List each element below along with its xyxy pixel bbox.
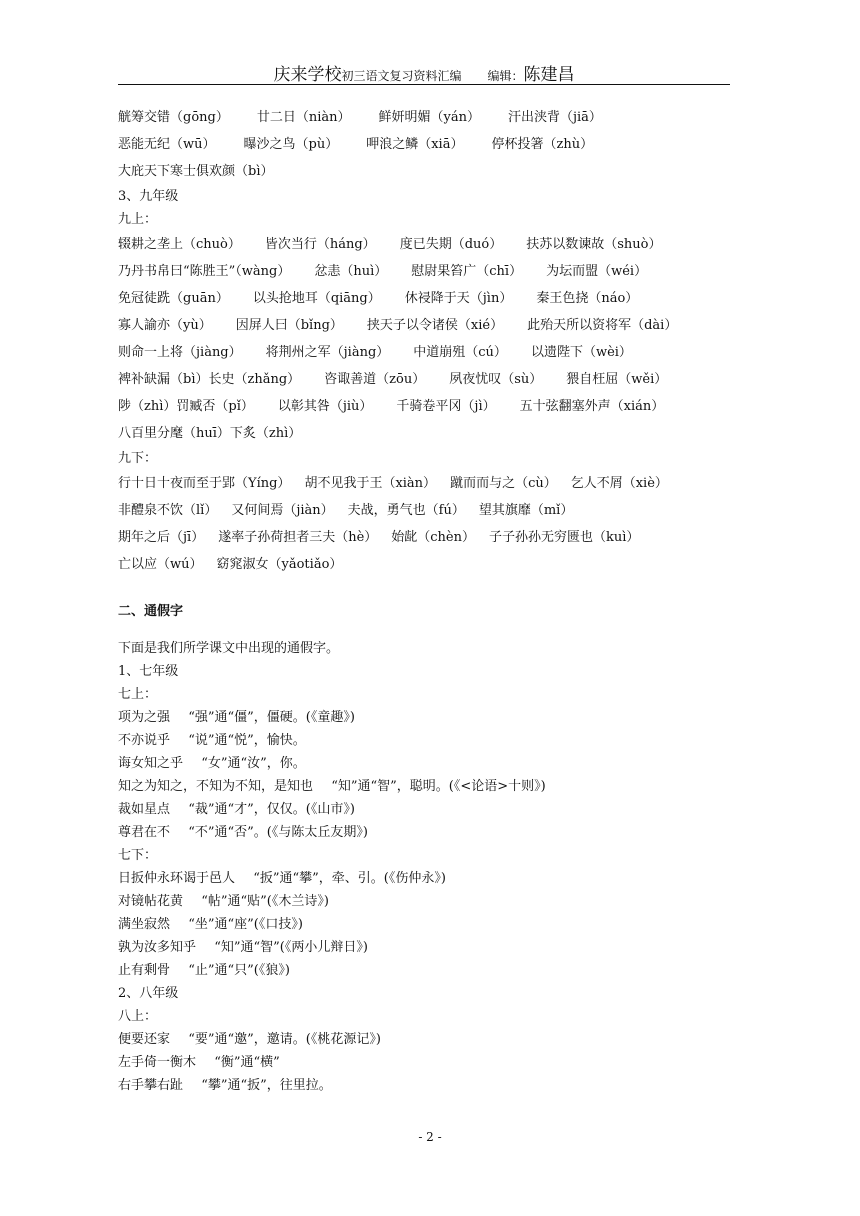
grade7-heading: 1、七年级 bbox=[118, 664, 179, 679]
grade8-heading: 2、八年级 bbox=[118, 986, 179, 1001]
pinyin-list-grade8 bbox=[118, 104, 738, 185]
pinyin-entry: 夙夜忧叹（sù） bbox=[449, 372, 543, 387]
tongjia-phrase: 诲女知之乎 bbox=[118, 756, 184, 771]
page-header bbox=[118, 60, 730, 85]
tongjia-row bbox=[118, 1051, 738, 1074]
pinyin-entry: 又何间焉（jiàn） bbox=[231, 503, 334, 518]
pinyin-entry: 八百里分麾（huī）下炙（zhì） bbox=[118, 426, 302, 441]
tongjia-explanation: “要”通“邀”，邀请。(《桃花源记》) bbox=[188, 1032, 381, 1047]
pinyin-row bbox=[118, 366, 738, 393]
header-desc: 复习资料汇编 bbox=[389, 69, 462, 83]
pinyin-row bbox=[118, 524, 738, 551]
tongjia-row bbox=[118, 775, 738, 798]
pinyin-entry: 恶能无纪（wū） bbox=[118, 137, 216, 152]
pinyin-entry: 亡以应（wú） bbox=[118, 557, 203, 572]
tongjia-row bbox=[118, 706, 738, 729]
tongjia-row bbox=[118, 729, 738, 752]
tongjia-phrase: 对镜帖花黄 bbox=[118, 894, 184, 909]
pinyin-entry: 休祲降于天（jìn） bbox=[404, 291, 513, 306]
pinyin-entry: 皆次当行（háng） bbox=[264, 237, 376, 252]
pinyin-entry: 辍耕之垄上（chuò） bbox=[118, 237, 241, 252]
pinyin-entry: 裨补缺漏（bì）长史（zhǎng） bbox=[118, 372, 301, 387]
tongjia-row bbox=[118, 1028, 738, 1051]
tongjia-phrase: 日扳仲永环谒于邑人 bbox=[118, 871, 236, 886]
pinyin-entry: 以头抢地耳（qiāng） bbox=[252, 291, 381, 306]
tongjia-phrase: 孰为汝多知乎 bbox=[118, 940, 197, 955]
pinyin-entry: 子子孙孙无穷匮也（kuì） bbox=[489, 530, 640, 545]
page-number: - 2 - bbox=[418, 1130, 442, 1144]
tongjia-row bbox=[118, 752, 738, 775]
tongjia-explanation: “扳”通“攀”，牵、引。(《伤仲永》) bbox=[253, 871, 446, 886]
tongjia-explanation: “坐”通“座”(《口技》) bbox=[188, 917, 303, 932]
document-body bbox=[118, 104, 738, 1097]
tongjia-explanation: “帖”通“贴”(《木兰诗》) bbox=[201, 894, 329, 909]
pinyin-row bbox=[118, 470, 738, 497]
tongjia-explanation: “裁”通“才”，仅仅。(《山市》) bbox=[188, 802, 355, 817]
pinyin-entry: 夫战，勇气也（fú） bbox=[347, 503, 465, 518]
pinyin-row bbox=[118, 551, 738, 578]
tongjia-row bbox=[118, 798, 738, 821]
pinyin-entry: 窈窕淑女（yǎotiǎo） bbox=[216, 557, 343, 572]
tongjia-row bbox=[118, 890, 738, 913]
pinyin-entry: 度已失期（duó） bbox=[399, 237, 503, 252]
pinyin-row bbox=[118, 312, 738, 339]
tongjia-explanation: “攀”通“扳”，往里拉。 bbox=[201, 1078, 332, 1093]
pinyin-row bbox=[118, 131, 738, 158]
tongjia-phrase: 知之为知之，不知为不知，是知也 bbox=[118, 779, 314, 794]
section2-intro: 下面是我们所学课文中出现的通假字。 bbox=[118, 641, 340, 656]
pinyin-row bbox=[118, 393, 738, 420]
header-editor-name: 陈建昌 bbox=[523, 65, 575, 85]
header-subject: 初三语文 bbox=[341, 69, 390, 83]
tongjia-list-grade7-upper bbox=[118, 706, 738, 844]
tongjia-row bbox=[118, 1074, 738, 1097]
pinyin-row bbox=[118, 231, 738, 258]
tongjia-phrase: 不亦说乎 bbox=[118, 733, 171, 748]
pinyin-list-grade9-upper bbox=[118, 231, 738, 447]
pinyin-entry: 五十弦翻塞外声（xián） bbox=[519, 399, 665, 414]
pinyin-entry: 扶苏以数谏故（shuò） bbox=[526, 237, 662, 252]
pinyin-entry: 此殆天所以资将军（dài） bbox=[527, 318, 678, 333]
grade8-upper-label: 八上： bbox=[118, 1009, 158, 1024]
pinyin-entry: 呷浪之鳞（xiā） bbox=[366, 137, 464, 152]
pinyin-row bbox=[118, 285, 738, 312]
tongjia-row bbox=[118, 913, 738, 936]
tongjia-phrase: 左手倚一衡木 bbox=[118, 1055, 197, 1070]
pinyin-entry: 陟（zhì）罚臧否（pǐ） bbox=[118, 399, 254, 414]
pinyin-entry: 将荆州之军（jiàng） bbox=[265, 345, 390, 360]
tongjia-explanation: “说”通“悦”，愉快。 bbox=[188, 733, 306, 748]
pinyin-entry: 寡人諭亦（yù） bbox=[118, 318, 212, 333]
pinyin-entry: 非醴泉不饮（lǐ） bbox=[118, 503, 218, 518]
pinyin-row bbox=[118, 104, 738, 131]
tongjia-list-grade7-lower bbox=[118, 867, 738, 982]
pinyin-entry: 乞人不屑（xiè） bbox=[570, 476, 668, 491]
pinyin-entry: 以遗陛下（wèi） bbox=[530, 345, 632, 360]
tongjia-phrase: 便要还家 bbox=[118, 1032, 171, 1047]
tongjia-explanation: “知”通“智”(《两小儿辩日》) bbox=[214, 940, 368, 955]
header-school: 庆来学校 bbox=[273, 65, 342, 85]
pinyin-row bbox=[118, 497, 738, 524]
header-editor-label: 编辑： bbox=[487, 69, 524, 83]
pinyin-entry: 鲜妍明媚（yán） bbox=[378, 110, 480, 125]
tongjia-phrase: 裁如星点 bbox=[118, 802, 171, 817]
pinyin-entry: 遂率子孙荷担者三夫（hè） bbox=[218, 530, 378, 545]
pinyin-entry: 千骑卷平冈（jì） bbox=[396, 399, 496, 414]
pinyin-entry: 觥筹交错（gōng） bbox=[118, 110, 229, 125]
grade9-lower-label: 九下： bbox=[118, 451, 158, 466]
pinyin-entry: 咨诹善道（zōu） bbox=[324, 372, 426, 387]
tongjia-phrase: 尊君在不 bbox=[118, 825, 171, 840]
pinyin-entry: 行十日十夜而至于郢（Yíng） bbox=[118, 476, 291, 491]
pinyin-entry: 挟天子以令诸侯（xié） bbox=[366, 318, 504, 333]
pinyin-entry: 以彰其咎（jiù） bbox=[277, 399, 373, 414]
tongjia-explanation: “不”通“否”。(《与陈太丘友期》) bbox=[188, 825, 368, 840]
tongjia-row bbox=[118, 936, 738, 959]
grade7-lower-label: 七下： bbox=[118, 848, 158, 863]
pinyin-entry: 停杯投箸（zhù） bbox=[491, 137, 594, 152]
pinyin-entry: 中道崩殂（cú） bbox=[413, 345, 507, 360]
pinyin-entry: 始龀（chèn） bbox=[391, 530, 476, 545]
pinyin-entry: 胡不见我于王（xiàn） bbox=[304, 476, 437, 491]
tongjia-row bbox=[118, 959, 738, 982]
pinyin-entry: 因屏人曰（bǐng） bbox=[235, 318, 343, 333]
pinyin-entry: 忿恚（huì） bbox=[314, 264, 388, 279]
pinyin-row bbox=[118, 339, 738, 366]
pinyin-row bbox=[118, 420, 738, 447]
grade9-heading: 3、九年级 bbox=[118, 189, 179, 204]
pinyin-entry: 乃丹书帛曰“陈胜王”（wàng） bbox=[118, 264, 291, 279]
tongjia-explanation: “止”通“只”(《狼》) bbox=[188, 963, 290, 978]
pinyin-entry: 汗出浃背（jiā） bbox=[507, 110, 602, 125]
pinyin-entry: 为坛而盟（wéi） bbox=[546, 264, 648, 279]
tongjia-row bbox=[118, 821, 738, 844]
pinyin-list-grade9-lower bbox=[118, 470, 738, 578]
grade7-upper-label: 七上： bbox=[118, 687, 158, 702]
pinyin-entry: 秦王色挠（náo） bbox=[536, 291, 639, 306]
pinyin-entry: 廿二日（niàn） bbox=[256, 110, 351, 125]
pinyin-entry: 曝沙之鸟（pù） bbox=[243, 137, 339, 152]
grade9-upper-label: 九上： bbox=[118, 212, 158, 227]
tongjia-explanation: “女”通“汝”，你。 bbox=[201, 756, 306, 771]
pinyin-row bbox=[118, 158, 738, 185]
pinyin-entry: 则命一上将（jiàng） bbox=[118, 345, 242, 360]
pinyin-entry: 望其旗靡（mǐ） bbox=[478, 503, 574, 518]
pinyin-entry: 大庇天下寒士俱欢颜（bì） bbox=[118, 164, 274, 179]
tongjia-explanation: “知”通“智”，聪明。(《<论语>十则》) bbox=[331, 779, 546, 794]
pinyin-entry: 慰尉果笞广（chī） bbox=[411, 264, 523, 279]
tongjia-phrase: 右手攀右趾 bbox=[118, 1078, 184, 1093]
pinyin-entry: 蹴而而与之（cù） bbox=[450, 476, 557, 491]
tongjia-list-grade8-upper bbox=[118, 1028, 738, 1097]
tongjia-row bbox=[118, 867, 738, 890]
pinyin-entry: 免冠徒跣（guān） bbox=[118, 291, 229, 306]
tongjia-phrase: 项为之强 bbox=[118, 710, 171, 725]
pinyin-entry: 猥自枉屈（wěi） bbox=[566, 372, 668, 387]
tongjia-explanation: “衡”通“横” bbox=[214, 1055, 280, 1070]
tongjia-phrase: 满坐寂然 bbox=[118, 917, 171, 932]
tongjia-explanation: “强”通“僵”，僵硬。(《童趣》) bbox=[188, 710, 355, 725]
pinyin-entry: 期年之后（jī） bbox=[118, 530, 205, 545]
section2-title: 二、通假字 bbox=[118, 604, 184, 619]
pinyin-row bbox=[118, 258, 738, 285]
tongjia-phrase: 止有剩骨 bbox=[118, 963, 171, 978]
